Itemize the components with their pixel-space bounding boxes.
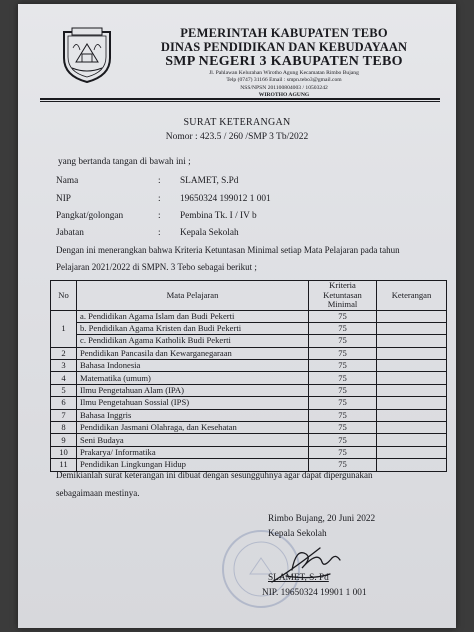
row-subject: Pendidikan Pancasila dan Kewarganegaraan bbox=[77, 347, 309, 359]
row-kkm: 75 bbox=[309, 434, 377, 446]
col-header-subject: Mata Pelajaran bbox=[77, 281, 309, 311]
row-remark bbox=[377, 434, 447, 446]
row-subject: Ilmu Pengetahuan Sossial (IPS) bbox=[77, 397, 309, 409]
row-no: 7 bbox=[51, 409, 77, 421]
row-subject: a. Pendidikan Agama Islam dan Budi Pekerti bbox=[77, 310, 309, 322]
school-nss: NSS/NPSN 201100804003 / 10503242 bbox=[240, 84, 328, 91]
table-row bbox=[51, 372, 447, 384]
row-remark bbox=[377, 384, 447, 396]
sign-position: Kepala Sekolah bbox=[268, 529, 327, 539]
intro-text: yang bertanda tangan di bawah ini ; bbox=[58, 157, 191, 167]
col-header-criteria: Kriteria Ketuntasan Minimal bbox=[309, 281, 377, 311]
dept-name: DINAS PENDIDIKAN DAN KEBUDAYAAN bbox=[160, 40, 408, 54]
row-no: 3 bbox=[51, 360, 77, 372]
field-colon: : bbox=[158, 228, 161, 238]
row-no: 1 bbox=[51, 310, 77, 347]
sign-place-date: Rimbo Bujang, 20 Juni 2022 bbox=[268, 514, 376, 524]
table-row bbox=[51, 397, 447, 409]
field-value-pangkat: Pembina Tk. I / IV b bbox=[180, 211, 257, 221]
row-remark bbox=[377, 422, 447, 434]
table-row bbox=[51, 310, 447, 322]
school-name: SMP NEGERI 3 KABUPATEN TEBO bbox=[165, 54, 403, 69]
field-label-jabatan: Jabatan bbox=[56, 228, 84, 238]
row-subject: Pendidikan Lingkungan Hidup bbox=[77, 459, 309, 471]
signer-name: SLAMET, S. Pd bbox=[268, 573, 329, 583]
table-row bbox=[51, 422, 447, 434]
row-remark bbox=[377, 360, 447, 372]
gov-name: PEMERINTAH KABUPATEN TEBO bbox=[180, 26, 388, 40]
header-divider bbox=[40, 98, 440, 100]
row-subject: c. Pendidikan Agama Katholik Budi Pekerti bbox=[77, 335, 309, 347]
row-subject: Matematika (umum) bbox=[77, 372, 309, 384]
row-subject: b. Pendidikan Agama Kristen dan Budi Pekerti bbox=[77, 322, 309, 334]
table-header-row bbox=[51, 281, 447, 311]
row-remark bbox=[377, 397, 447, 409]
header-divider-thin bbox=[40, 101, 440, 102]
field-label-nama: Nama bbox=[56, 176, 79, 186]
row-no: 6 bbox=[51, 397, 77, 409]
school-address: Jl. Pahlawan Kelurahan Wirotho Agung Kecamatan Rimbo Bujang bbox=[209, 69, 359, 76]
row-remark bbox=[377, 459, 447, 471]
statement-line2: Pelajaran 2021/2022 di SMPN. 3 Tebo sebagai berikut ; bbox=[56, 262, 257, 272]
closing-line2: sebagaimaan mestinya. bbox=[56, 488, 140, 498]
table-row bbox=[51, 409, 447, 421]
document-number: Nomor : 423.5 / 260 /SMP 3 Tb/2022 bbox=[165, 132, 309, 142]
table-row bbox=[51, 360, 447, 372]
field-label-nip: NIP bbox=[56, 194, 71, 204]
row-subject: Pendidikan Jasmani Olahraga, dan Kesehatan bbox=[77, 422, 309, 434]
row-no: 2 bbox=[51, 347, 77, 359]
row-remark bbox=[377, 409, 447, 421]
row-kkm: 75 bbox=[309, 459, 377, 471]
row-kkm: 75 bbox=[309, 446, 377, 458]
table-row bbox=[51, 446, 447, 458]
table-row bbox=[51, 322, 447, 334]
row-subject: Bahasa Inggris bbox=[77, 409, 309, 421]
row-kkm: 75 bbox=[309, 347, 377, 359]
row-no: 5 bbox=[51, 384, 77, 396]
table-row bbox=[51, 384, 447, 396]
row-no: 10 bbox=[51, 446, 77, 458]
table-row bbox=[51, 347, 447, 359]
table-row bbox=[51, 434, 447, 446]
row-kkm: 75 bbox=[309, 310, 377, 322]
row-remark bbox=[377, 372, 447, 384]
school-contact: Telp (0747) 31166 Email : smpn.tebo3@gmail.com bbox=[226, 77, 342, 84]
row-kkm: 75 bbox=[309, 360, 377, 372]
letterhead bbox=[125, 26, 443, 100]
regency-emblem-icon bbox=[58, 24, 116, 84]
row-kkm: 75 bbox=[309, 397, 377, 409]
row-remark bbox=[377, 310, 447, 322]
field-value-jabatan: Kepala Sekolah bbox=[180, 228, 239, 238]
statement-line1: Dengan ini menerangkan bahwa Kriteria Ketuntasan Minimal setiap Mata Pelajaran pada tahun bbox=[56, 245, 400, 255]
row-kkm: 75 bbox=[309, 384, 377, 396]
row-remark bbox=[377, 322, 447, 334]
kkm-table bbox=[50, 280, 447, 472]
row-subject: Prakarya/ Informatika bbox=[77, 446, 309, 458]
row-subject: Ilmu Pengetahuan Alam (IPA) bbox=[77, 384, 309, 396]
field-value-nip: 19650324 199012 1 001 bbox=[180, 194, 271, 204]
row-subject: Bahasa Indonesia bbox=[77, 360, 309, 372]
row-no: 9 bbox=[51, 434, 77, 446]
signer-nip: NIP. 19650324 19901 1 001 bbox=[262, 588, 367, 598]
field-colon: : bbox=[158, 211, 161, 221]
field-colon: : bbox=[158, 194, 161, 204]
school-place: WIROTHO AGUNG bbox=[258, 92, 310, 99]
row-subject: Seni Budaya bbox=[77, 434, 309, 446]
document-title: SURAT KETERANGAN bbox=[183, 117, 291, 128]
row-kkm: 75 bbox=[309, 409, 377, 421]
field-colon: : bbox=[158, 176, 161, 186]
row-no: 8 bbox=[51, 422, 77, 434]
row-kkm: 75 bbox=[309, 335, 377, 347]
row-kkm: 75 bbox=[309, 372, 377, 384]
row-kkm: 75 bbox=[309, 322, 377, 334]
field-value-nama: SLAMET, S.Pd bbox=[180, 176, 239, 186]
row-no: 11 bbox=[51, 459, 77, 471]
row-no: 4 bbox=[51, 372, 77, 384]
closing-line1: Demikianlah surat keterangan ini dibuat dengan sesungguhnya agar dapat dipergunakan bbox=[56, 470, 373, 480]
table-row bbox=[51, 335, 447, 347]
row-kkm: 75 bbox=[309, 422, 377, 434]
row-remark bbox=[377, 446, 447, 458]
row-remark bbox=[377, 335, 447, 347]
col-header-remark: Keterangan bbox=[377, 281, 447, 311]
field-label-pangkat: Pangkat/golongan bbox=[56, 211, 124, 221]
col-header-no: No bbox=[51, 281, 77, 311]
row-remark bbox=[377, 347, 447, 359]
